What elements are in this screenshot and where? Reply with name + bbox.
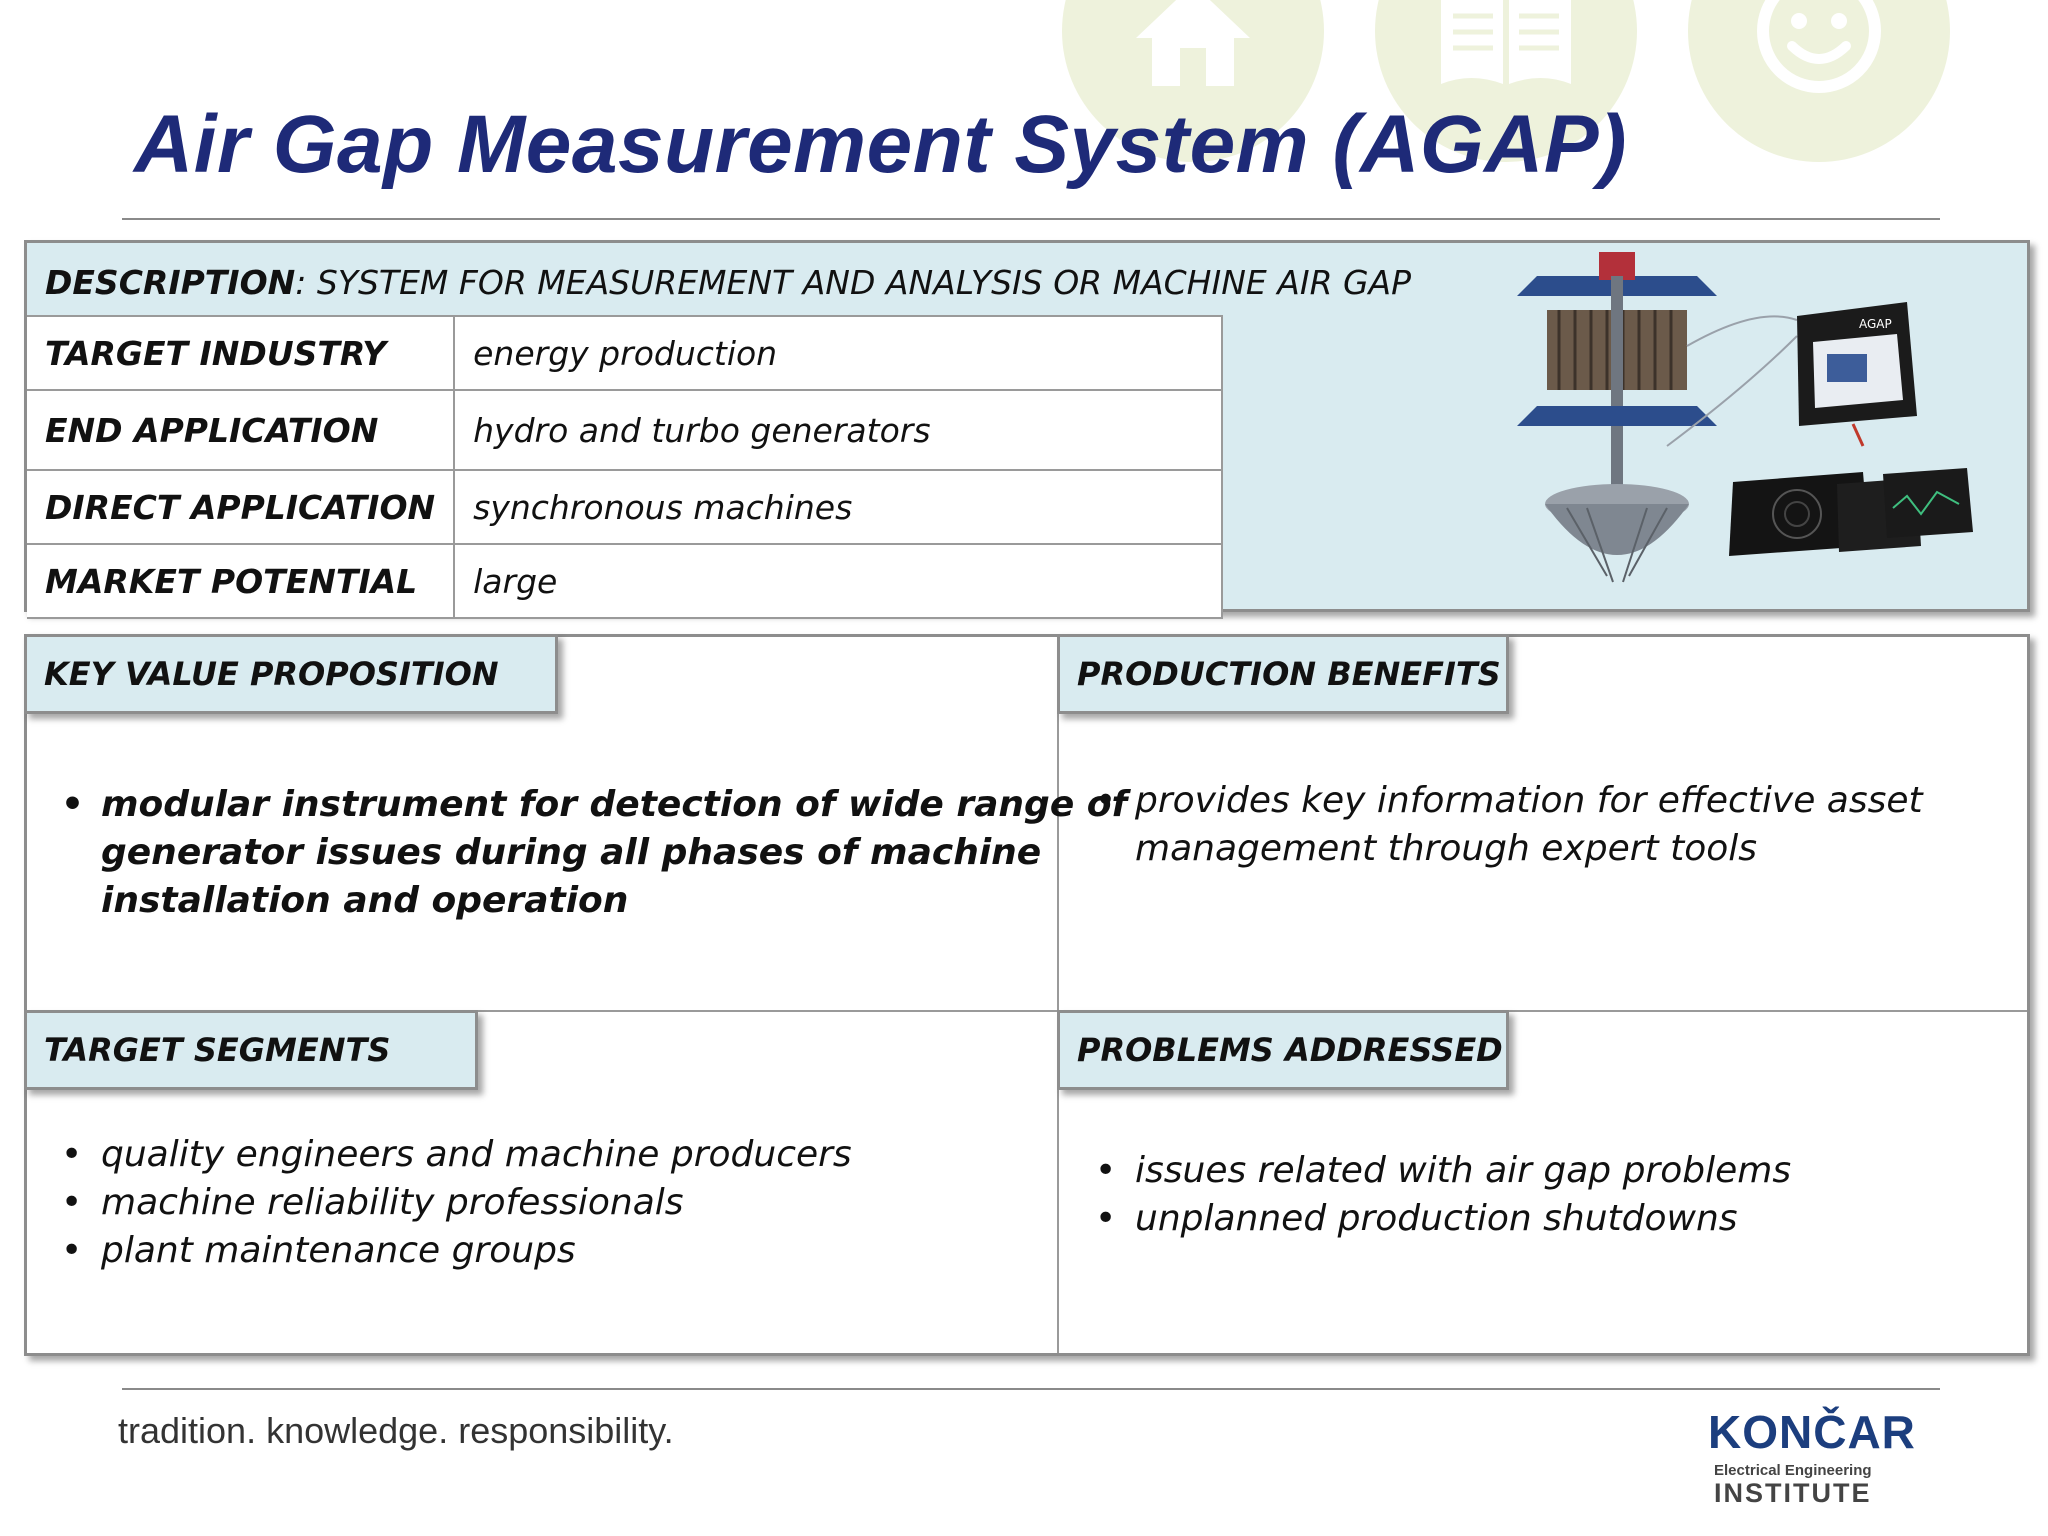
target-segments-heading: TARGET SEGMENTS (24, 1010, 478, 1090)
production-benefits-heading: PRODUCTION BENEFITS (1057, 634, 1509, 714)
list-item (1095, 777, 1923, 873)
list-item: • unplanned production shutdowns (1095, 1195, 1791, 1243)
list-item-line: management through expert tools (1135, 828, 1758, 869)
logo-institute: INSTITUTE (1714, 1478, 1872, 1508)
instrument-case (1797, 302, 1917, 446)
grid-vertical-divider (1057, 637, 1059, 1353)
list-item-line: modular instrument for detection of wide range of (101, 784, 1128, 825)
description-text: : SYSTEM FOR MEASUREMENT AND ANALYSIS OR MACHINE AIR GAP (295, 263, 1412, 302)
production-benefits-list (1095, 777, 1923, 873)
list-item-line: generator issues during all phases of machine (101, 832, 1042, 873)
row-value: synchronous machines (454, 470, 1222, 544)
key-value-list (61, 781, 1127, 925)
page-title: Air Gap Measurement System (AGAP) (134, 99, 1627, 190)
list-item: • plant maintenance groups (61, 1227, 852, 1275)
home-icon (1128, 0, 1258, 86)
row-label: DIRECT APPLICATION (27, 470, 454, 544)
device-label: AGAP (1859, 317, 1892, 331)
row-label: TARGET INDUSTRY (27, 316, 454, 390)
row-label: MARKET POTENTIAL (27, 544, 454, 618)
key-value-heading: KEY VALUE PROPOSITION (24, 634, 558, 714)
agap-system-illustration (1497, 246, 1997, 606)
info-table (27, 315, 1223, 619)
row-value: hydro and turbo generators (454, 390, 1222, 470)
bottom-divider (122, 1388, 1940, 1390)
smiley-face-icon (1754, 0, 1884, 96)
problems-addressed-list (1095, 1147, 1791, 1243)
table-row (27, 470, 1222, 544)
description-line (45, 263, 1411, 302)
book-icon (1431, 0, 1581, 86)
list-item-line: installation and operation (101, 880, 629, 921)
table-row (27, 544, 1222, 618)
list-item: • quality engineers and machine producers (61, 1131, 852, 1179)
footer-tagline: tradition. knowledge. responsibility. (118, 1410, 674, 1451)
list-item: • machine reliability professionals (61, 1179, 852, 1227)
description-card (24, 240, 2030, 612)
software-screens (1729, 468, 1973, 556)
logo-subtitle: Electrical Engineering (1714, 1462, 1872, 1479)
list-item (61, 781, 1127, 925)
list-item: • issues related with air gap problems (1095, 1147, 1791, 1195)
target-segments-list (61, 1131, 852, 1275)
row-label: END APPLICATION (27, 390, 454, 470)
row-value: large (454, 544, 1222, 618)
logo-main-text: KONČAR (1708, 1406, 1916, 1458)
description-label: DESCRIPTION (45, 263, 296, 302)
details-grid (24, 634, 2030, 1356)
table-row (27, 316, 1222, 390)
top-divider (122, 218, 1940, 220)
list-item-line: provides key information for effective asset (1135, 780, 1923, 821)
problems-addressed-heading: PROBLEMS ADDRESSED (1057, 1010, 1509, 1090)
table-row (27, 390, 1222, 470)
row-value: energy production (454, 316, 1222, 390)
decor-circle-face (1688, 0, 1950, 162)
koncar-logo (1708, 1408, 1948, 1507)
